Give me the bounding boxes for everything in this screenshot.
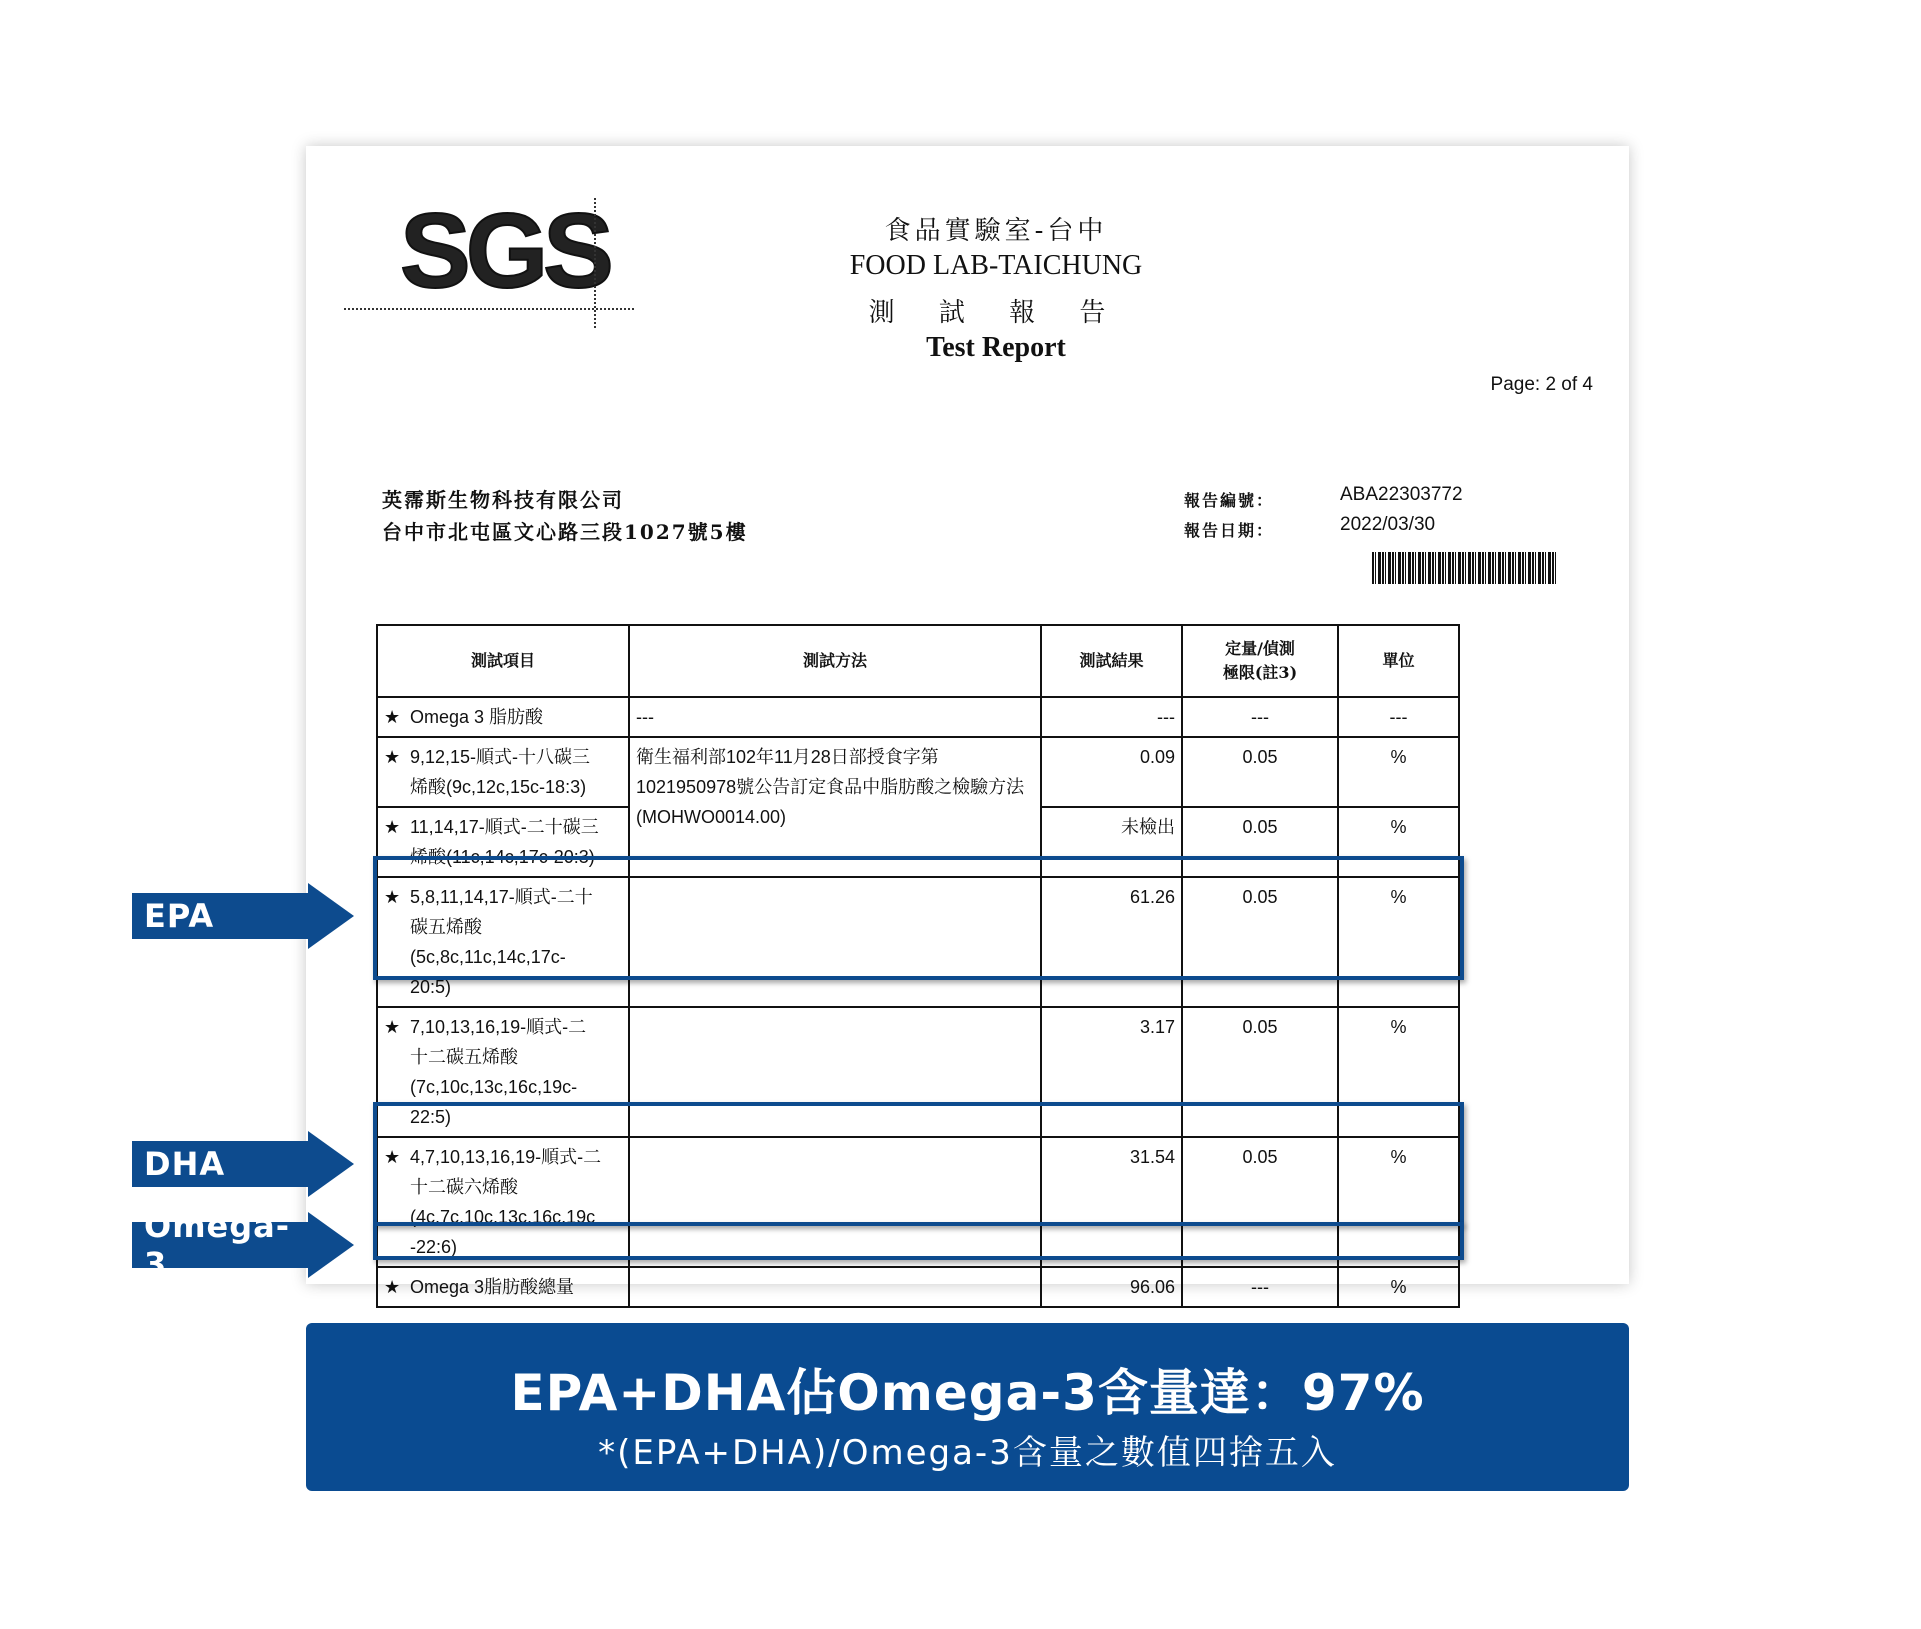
report-date-value: 2022/03/30: [1340, 514, 1436, 535]
omega3-label: Omega-3: [132, 1222, 308, 1268]
table-row: [377, 697, 1459, 737]
star-icon: ★: [384, 817, 401, 837]
table-header-row: [377, 625, 1459, 697]
logo-horizontal-line: [344, 308, 634, 310]
table-row: [377, 737, 1459, 807]
row-limit: ---: [1182, 1267, 1338, 1307]
sgs-logo: [344, 192, 634, 328]
row-unit: %: [1338, 1267, 1459, 1307]
omega3-highlight-box: [373, 1222, 1464, 1260]
lab-name-zh: 食品實驗室-台中: [884, 216, 1108, 246]
star-icon: ★: [384, 887, 401, 907]
row-unit: %: [1338, 1137, 1459, 1267]
epa-highlight-box: [373, 856, 1464, 980]
row-limit: 0.05: [1182, 807, 1338, 877]
row-limit: 0.05: [1182, 877, 1338, 1007]
row-item: ★ 4,7,10,13,16,19-順式-二 十二碳六烯酸 (4c,7c,10c,13c,16c,19c -22:6): [377, 1137, 629, 1267]
row-limit: 0.05: [1182, 1137, 1338, 1267]
row-item: ★ Omega 3脂肪酸總量: [377, 1267, 629, 1307]
row-result: 0.09: [1041, 737, 1182, 807]
logo-vertical-line: [594, 198, 596, 328]
row-result: 3.17: [1041, 1007, 1182, 1137]
row-limit: 0.05: [1182, 737, 1338, 807]
row-result: 61.26: [1041, 877, 1182, 1007]
header-method: 測試方法: [629, 625, 1041, 697]
header-limit-line2: 極限(註3): [1222, 663, 1298, 682]
row-result: ---: [1041, 697, 1182, 737]
epa-label: EPA: [132, 893, 308, 939]
header-limit-line1: 定量/偵測: [1225, 639, 1295, 658]
arrow-right-icon: [308, 883, 354, 949]
row-unit: %: [1338, 737, 1459, 807]
banner-headline: EPA+DHA佔Omega-3含量達：97%: [510, 1364, 1425, 1422]
row-result: 未檢出: [1041, 807, 1182, 877]
header-limit: [1182, 625, 1338, 697]
client-address: 台中市北屯區文心路三段1027號5樓: [382, 520, 748, 544]
page-number: Page: 2 of 4: [1490, 374, 1593, 395]
report-no-value: ABA22303772: [1340, 484, 1463, 505]
table-row-omega3-total: [377, 1267, 1459, 1307]
arrow-right-icon: [308, 1131, 354, 1197]
row-limit: ---: [1182, 697, 1338, 737]
star-icon: ★: [384, 1147, 401, 1167]
row-item: ★ 7,10,13,16,19-順式-二 十二碳五烯酸 (7c,10c,13c,16c,19c- 22:5): [377, 1007, 629, 1137]
omega3-arrow-label: [132, 1207, 354, 1283]
header-result: 測試結果: [1041, 625, 1182, 697]
row-unit: %: [1338, 877, 1459, 1007]
row-result: 31.54: [1041, 1137, 1182, 1267]
row-item: ★ 5,8,11,14,17-順式-二十 碳五烯酸 (5c,8c,11c,14c,17c- 20:5): [377, 877, 629, 1007]
summary-banner: [306, 1323, 1629, 1491]
report-title-en: Test Report: [926, 332, 1066, 363]
star-icon: ★: [384, 747, 401, 767]
row-item: ★ Omega 3 脂肪酸: [377, 697, 629, 737]
dha-label: DHA: [132, 1141, 308, 1187]
row-unit: %: [1338, 807, 1459, 877]
row-result: 96.06: [1041, 1267, 1182, 1307]
row-method: [629, 1267, 1041, 1307]
client-name: 英霈斯生物科技有限公司: [382, 488, 624, 512]
row-limit: 0.05: [1182, 1007, 1338, 1137]
report-title-zh: 測 試 報 告: [868, 298, 1124, 328]
sgs-logo-text: SGS: [400, 192, 609, 310]
lab-name-en: FOOD LAB-TAICHUNG: [849, 250, 1143, 281]
epa-arrow-label: [132, 883, 354, 949]
header-unit: 單位: [1338, 625, 1459, 697]
report-date-label: 報告日期：: [1184, 521, 1275, 540]
row-item: ★ 9,12,15-順式-十八碳三 烯酸(9c,12c,15c-18:3): [377, 737, 629, 807]
banner-footnote: *(EPA+DHA)/Omega-3含量之數值四捨五入: [598, 1433, 1337, 1473]
header-item: 測試項目: [377, 625, 629, 697]
arrow-right-icon: [308, 1212, 354, 1278]
row-unit: ---: [1338, 697, 1459, 737]
dha-highlight-box: [373, 1102, 1464, 1226]
star-icon: ★: [384, 1017, 401, 1037]
barcode: [1372, 552, 1558, 584]
star-icon: ★: [384, 1277, 401, 1297]
row-method: 衛生福利部102年11月28日部授食字第1021950978號公告訂定食品中脂肪酸之檢驗方法(MOHWO0014.00): [629, 737, 1041, 877]
row-item: ★ 11,14,17-順式-二十碳三 烯酸(11c,14c,17c-20:3): [377, 807, 629, 877]
row-method: ---: [629, 697, 1041, 737]
row-unit: %: [1338, 1007, 1459, 1137]
dha-arrow-label: [132, 1131, 354, 1197]
report-no-label: 報告編號：: [1184, 491, 1275, 510]
star-icon: ★: [384, 707, 401, 727]
